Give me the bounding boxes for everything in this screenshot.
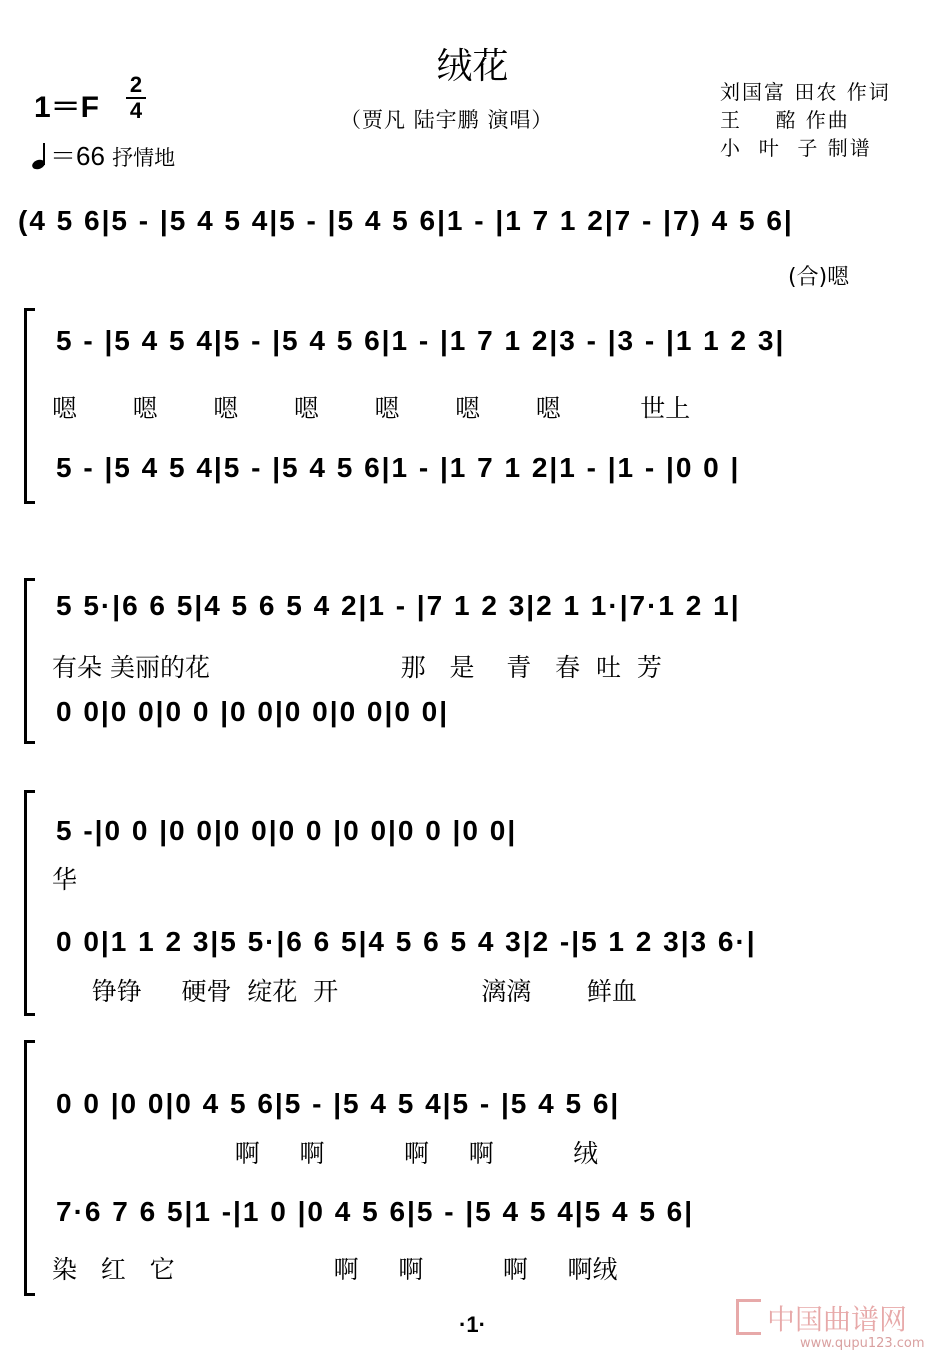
notation: 5 - |5 4 5 4|5 - |5 4 5 6|1 - |1 7 1 2|3 - |3 - |1 1 2 3| xyxy=(56,325,786,356)
watermark-name: 中国曲谱网 xyxy=(767,1303,908,1336)
notation: 5 - |5 4 5 4|5 - |5 4 5 6|1 - |1 7 1 2|1 - |1 - |0 0 | xyxy=(56,452,741,483)
notation: 0 0 |0 0|0 4 5 6|5 - |5 4 5 4|5 - |5 4 5 6| xyxy=(56,1088,621,1119)
time-sig-bottom: 4 xyxy=(129,98,143,123)
credit-lyricist: 刘国富 田农 作词 xyxy=(720,80,891,104)
watermark-url: www.qupu123.com xyxy=(800,1336,925,1351)
system-bracket xyxy=(24,790,35,1016)
tempo-marking xyxy=(30,136,175,173)
credits xyxy=(720,78,891,162)
credit-transcriber: 小 叶 子 制谱 xyxy=(720,136,872,160)
lyric: 铮铮 硬骨 绽花 开 漓漓 鲜血 xyxy=(52,977,637,1006)
system-bracket xyxy=(24,1040,35,1296)
time-sig-top: 2 xyxy=(129,72,143,97)
notation: 0 0|0 0|0 0 |0 0|0 0|0 0|0 0| xyxy=(56,696,450,727)
quarter-note-icon xyxy=(30,143,50,169)
expression-mark: 抒情地 xyxy=(112,146,176,170)
page-number: ·1· xyxy=(459,1312,486,1337)
system-bracket xyxy=(24,578,35,744)
notation: 5 5·|6 6 5|4 5 6 5 4 2|1 - |7 1 2 3|2 1 1·|7·1 2 1| xyxy=(56,590,741,621)
lyric: 华 xyxy=(52,865,78,894)
tempo-value: ＝66 xyxy=(50,141,105,171)
notation: 7·6 7 6 5|1 -|1 0 |0 4 5 6|5 - |5 4 5 4|5 4 5 6| xyxy=(56,1196,695,1227)
notation: (4 5 6|5 - |5 4 5 4|5 - |5 4 5 6|1 - |1 7 1 2|7 - |7) 4 5 6| xyxy=(18,205,794,236)
lyric: 啊 啊 啊 啊 绒 xyxy=(52,1139,599,1168)
song-title: 绒花 xyxy=(436,46,509,87)
lyric: 嗯 嗯 嗯 嗯 嗯 嗯 嗯 世上 xyxy=(52,394,691,423)
time-signature xyxy=(126,74,146,122)
key-signature: 1＝F xyxy=(34,91,100,124)
system-bracket xyxy=(24,308,35,504)
lyric: (合)嗯 xyxy=(788,265,850,290)
credit-composer: 王 酩 作曲 xyxy=(720,108,850,132)
performers: （贾凡 陆宇鹏 演唱） xyxy=(340,108,554,132)
notation: 5 -|0 0 |0 0|0 0|0 0 |0 0|0 0 |0 0| xyxy=(56,815,518,846)
lyric: 染 红 它 啊 啊 啊 啊绒 xyxy=(52,1255,618,1284)
notation: 0 0|1 1 2 3|5 5·|6 6 5|4 5 6 5 4 3|2 -|5 1 2 3|3 6·| xyxy=(56,926,757,957)
site-logo-icon xyxy=(736,1299,761,1335)
watermark xyxy=(736,1298,925,1351)
lyric: 有朵 美丽的花 那 是 青 春 吐 芳 xyxy=(52,653,662,682)
